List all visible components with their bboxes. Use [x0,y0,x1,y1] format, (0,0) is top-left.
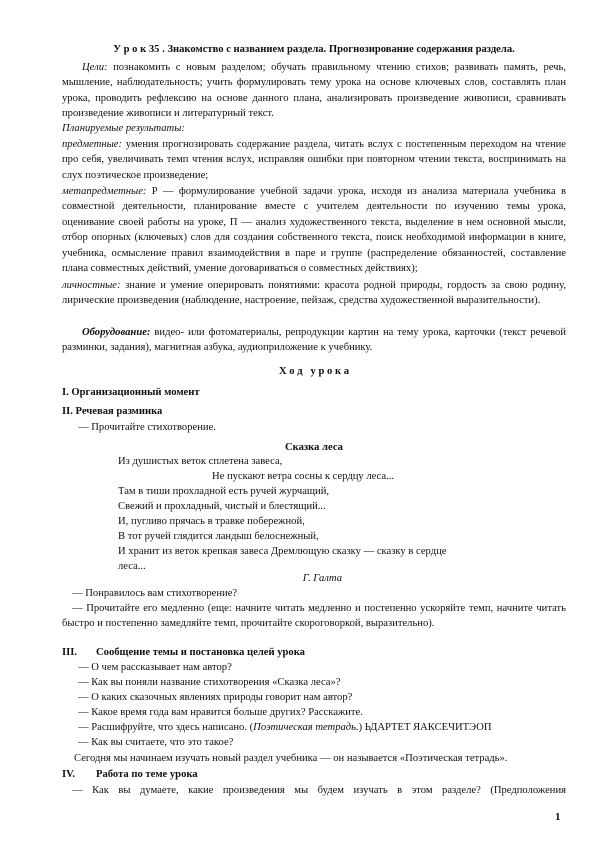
page-number: 1 [555,811,561,823]
meta-text: Р — формулирование учебной задачи урока, исходя из анализа материала учебника в совместной деятельности, планирование вместе с учителем деятельности по изучению темы урока, оценивание своей работы на уроке, П — анализ художественного текста, выделение в нем основной мысли, отбор опорных (ключевых) слов для создания собственного текста, поиск необходимой информации в книге, учебника, осмысление правил взаимодействия в паре и группе (распределение обязанностей, составление плана совместных действий, умение договариваться о совместных действиях); [62,186,566,275]
section-1-title [62,385,200,400]
poem-line-3 [118,484,518,499]
read-poem-text: — Прочитайте стихотворение. [78,422,216,433]
results-label [62,121,566,136]
goals-paragraph [62,60,566,122]
results-label-text: Планируемые результаты: [62,123,185,134]
decode-line [78,720,582,735]
question-what-text: — Как вы считаете, что это такое? [78,737,234,748]
poem-line-4 [118,499,518,514]
poem-line-text: И, пугливо прячась в травке побережной, [118,516,305,527]
s3-line-text: — О чем рассказывает нам автор? [78,662,232,673]
poem-line-6 [118,529,518,544]
section-3-number: III. [62,647,78,658]
subject-text: умения прогнозировать содержание раздела, читать вслух с постепенным переходом на чтение про себя, увеличивать темп чтения вслух, исправляя ошибки при повторном чтении текста, воспринимать на слух поэтическое произведение; [62,139,566,181]
section-4-number: IV. [62,769,76,780]
poem-line-1 [118,454,518,469]
poem-line-text: Свежий и прохладный, чистый и блестящий... [118,501,326,512]
poem-line-text: Не пускают ветра сосны к сердцу леса... [212,471,395,482]
poem-line-text: Из душистых веток сплетена завеса, [118,456,283,467]
goals-text: познакомить с новым разделом; обучать правильному чтению стихов; развивать память, речь, мышление, наблюдательность; учить формулировать тему урока на основе ключевых слов, составлять план урока, проводить рефлексию на основе данного плана, анализировать произведение живописи, сравнивать произведение живописи и литературный текст. [62,62,566,120]
poem-line-2 [212,469,595,484]
s3-line-text: — Как вы поняли название стихотворения «Сказка леса»? [78,677,341,688]
poem-line-text: Там в тиши прохладной есть ручей журчащий, [118,486,330,497]
equipment-paragraph [62,325,566,356]
equipment-text: видео- или фотоматериалы, репродукции картин на тему урока, карточки (текст речевой разминки, задания), магнитная азбука, аудиоприложение к учебнику. [62,327,566,354]
lesson-title [62,42,566,57]
s3-line-4 [78,705,582,720]
personal-results [62,278,566,309]
subject-results [62,137,566,183]
poem-line-7 [118,544,518,559]
s3-line-3 [78,690,582,705]
meta-label: метапредметные: [62,186,147,197]
decode-post: ) ЬДАРТЕТ ЯАКСЕЧИТЭОП [358,722,492,733]
personal-label: личностные: [62,280,121,291]
question-what [78,735,582,750]
poem-line-text: И хранит из веток крепкая завеса Дремлющую сказку — сказку в сердце [118,546,447,557]
section-2-text: II. Речевая разминка [62,406,163,417]
question-like-text: — Понравилось вам стихотворение? [72,588,238,599]
question-like [62,586,566,601]
question-slow-text: — Прочитайте его медленно (еще: начните читать медленно и постепенно ускоряйте темп, начните читать быстро и постепенно замедляйте темп, прочитайте скороговоркой, выразительно). [62,603,566,630]
section-3-title [62,645,305,660]
s4-text: — Как вы думаете, какие произведения мы будем изучать в этом разделе? (Предположения [72,785,566,796]
decode-pre: — Расшифруйте, что здесь написано. ( [78,722,254,733]
course-heading-text: Х о д у р о к а [278,366,350,377]
s3-line-text: — Какое время года вам нравится больше других? Расскажите. [78,707,363,718]
today-line [74,751,578,766]
s3-line-1 [78,660,582,675]
poem-line-text: В тот ручей глядится ландыш белоснежный, [118,531,319,542]
poem-line-5 [118,514,518,529]
lesson-topic: Знакомство с названием раздела. Прогнозирование содержания раздела. [167,44,515,55]
s4-paragraph [62,783,566,798]
section-1-text: I. Организационный момент [62,387,200,398]
meta-results [62,184,566,276]
poem-title-text: Сказка леса [285,442,343,453]
s3-line-text: — О каких сказочных явлениях природы говорит нам автор? [78,692,353,703]
lesson-number: У р о к 35 . [113,44,165,55]
poem-line-text: леса... [118,561,146,572]
personal-text: знание и умение оперировать понятиями: красота родной природы, гордость за свою родину, лирические произведения (наблюдение, настроение, пейзаж, средства художественной выразительности). [62,280,566,307]
section-4-title [62,767,198,782]
section-2-title [62,404,162,419]
read-poem-instruction [78,420,582,435]
equipment-label: Оборудование: [82,327,151,338]
subject-label: предметные: [62,139,123,150]
poem-author [62,571,342,586]
section-3-text: Сообщение темы и постановка целей урока [96,647,305,658]
s3-line-2 [78,675,582,690]
question-slow [62,601,566,632]
goals-label: Цели: [82,62,108,73]
decode-italic: Поэтическая тетрадь. [253,722,359,733]
poem-author-text: Г. Галта [302,573,342,584]
today-text: Сегодня мы начинаем изучать новый раздел учебника — он называется «Поэтическая тетрадь». [74,753,508,764]
course-heading [62,364,566,379]
section-4-text: Работа по теме урока [96,769,198,780]
